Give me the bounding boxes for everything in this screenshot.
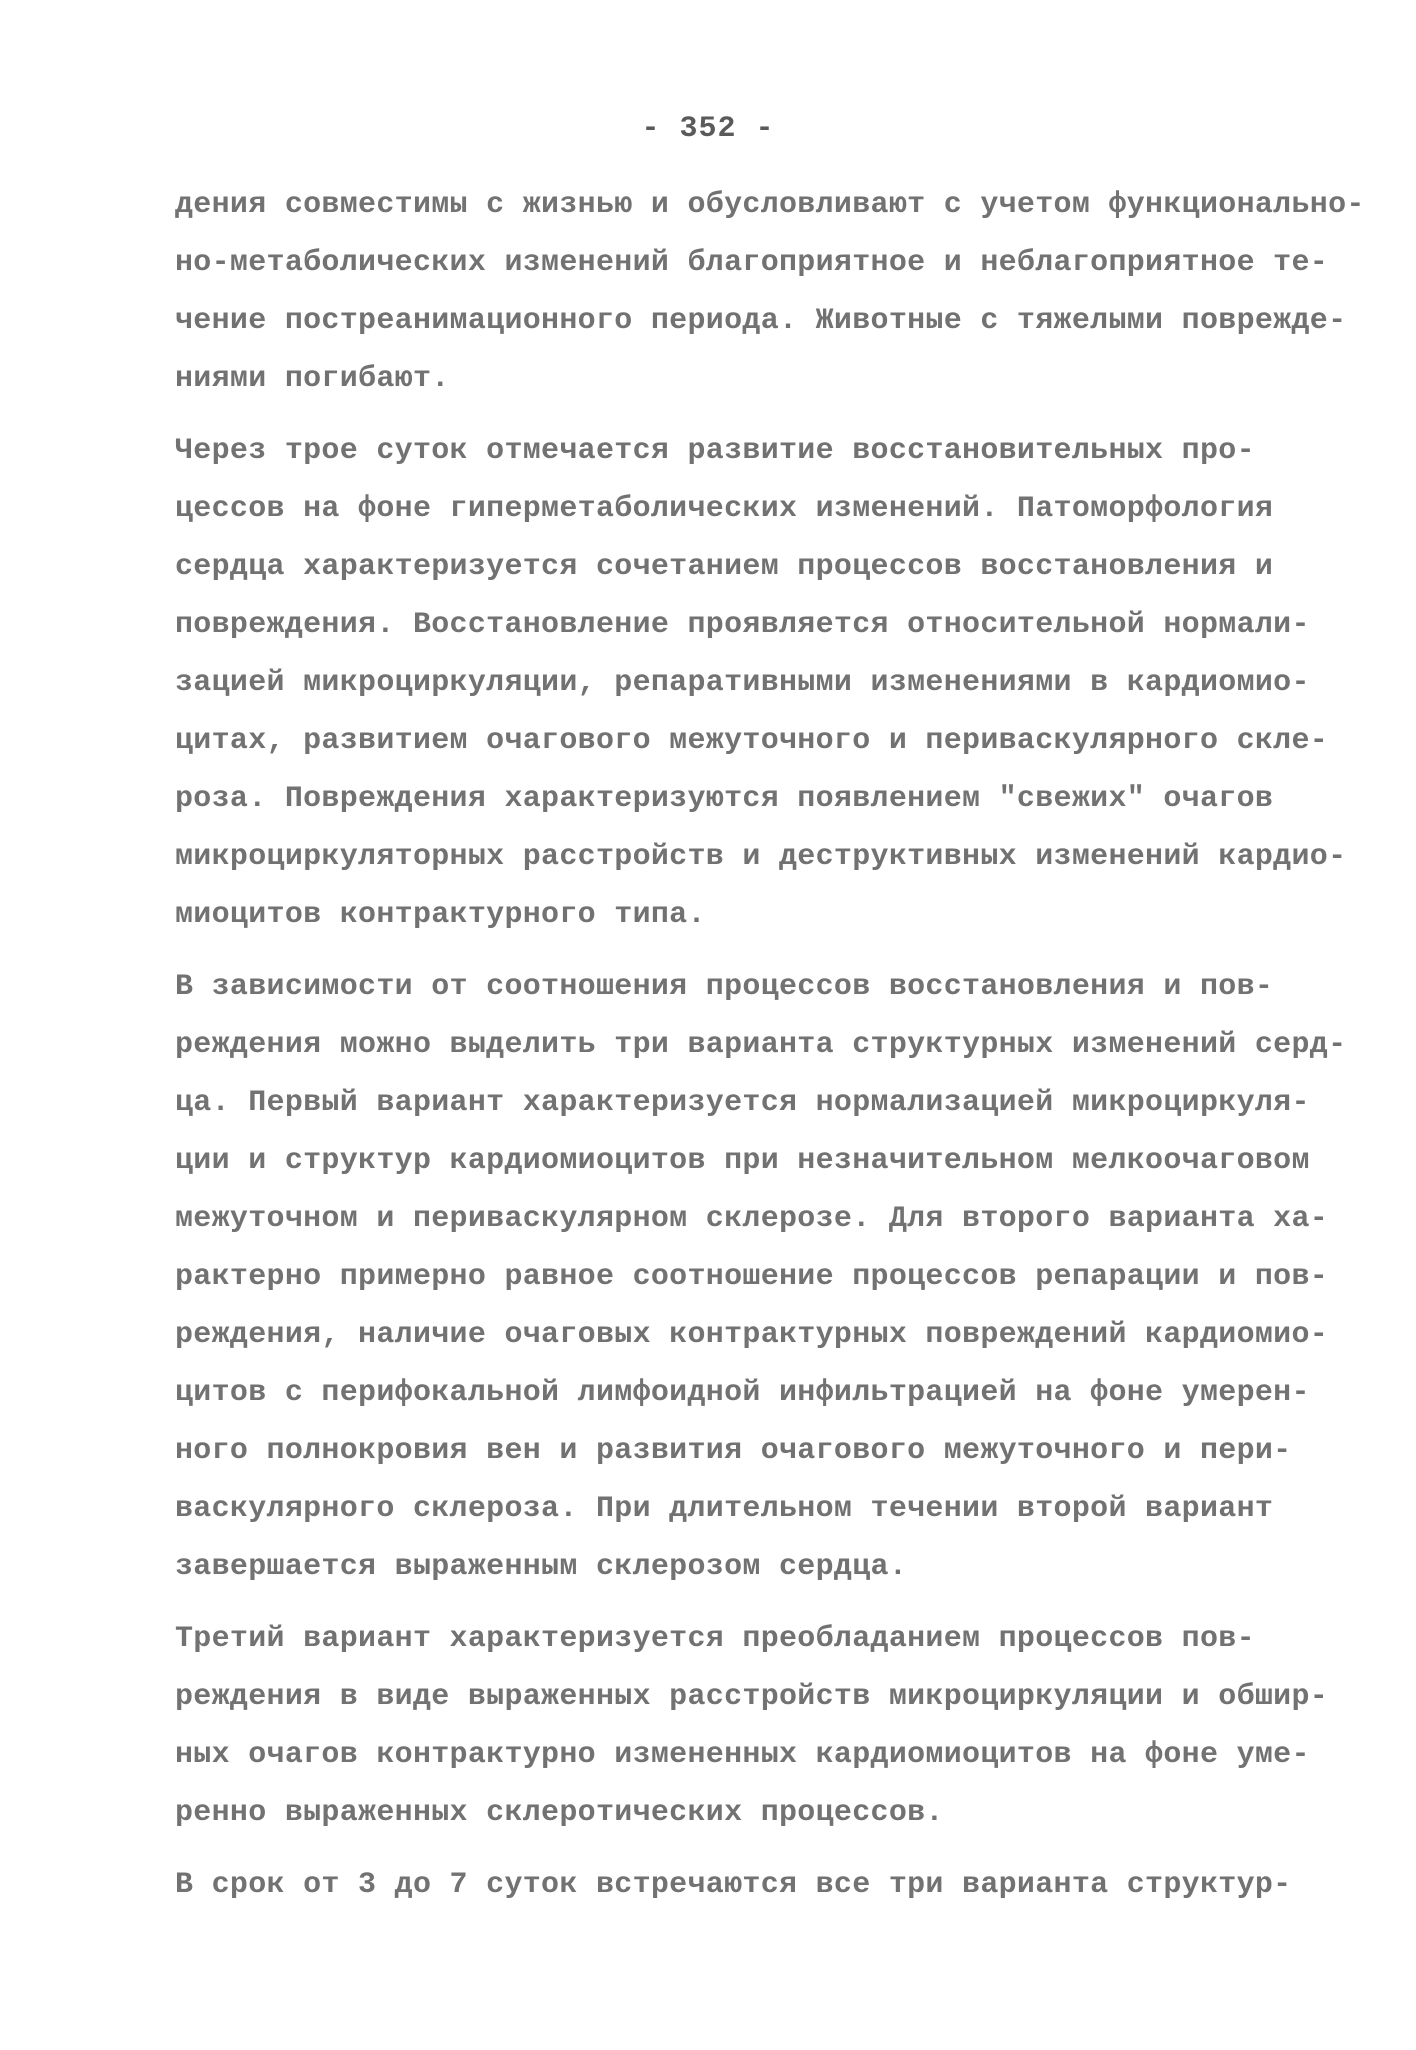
text-line: цитов с перифокальной лимфоидной инфильтрацией на фоне умерен- [175,1376,1310,1410]
paragraph-4 [175,1610,1329,1842]
text-line: но-метаболических изменений благоприятное и неблагоприятное те- [175,246,1329,280]
text-line: ниями погибают. [175,362,450,396]
text-line: дения совместимы с жизнью и обусловливают с учетом функционально- [175,188,1365,222]
text-line: ного полнокровия вен и развития очагового межуточного и пери- [175,1434,1292,1468]
text-line: Через трое суток отмечается развитие восстановительных про- [175,434,1255,468]
text-line: завершается выраженным склерозом сердца. [175,1550,908,1584]
text-line: реждения, наличие очаговых контрактурных повреждений кардиомио- [175,1318,1329,1352]
text-line: ных очагов контрактурно измененных кардиомиоцитов на фоне уме- [175,1738,1310,1772]
text-line: ца. Первый вариант характеризуется нормализацией микроциркуля- [175,1086,1310,1120]
text-line: микроциркуляторных расстройств и деструктивных изменений кардио- [175,840,1347,874]
text-line: реждения в виде выраженных расстройств микроциркуляции и обшир- [175,1680,1329,1714]
text-line: зацией микроциркуляции, репаративными изменениями в кардиомио- [175,666,1310,700]
body-text [175,176,1365,1914]
text-line: чение постреанимационного периода. Животные с тяжелыми поврежде- [175,304,1347,338]
text-line: цессов на фоне гиперметаболических изменений. Патоморфология [175,492,1274,526]
text-line: рактерно примерно равное соотношение процессов репарации и пов- [175,1260,1329,1294]
text-line: миоцитов контрактурного типа. [175,898,706,932]
text-line: В срок от 3 до 7 суток встречаются все три варианта структур- [175,1868,1292,1902]
text-line: роза. Повреждения характеризуются появлением "свежих" очагов [175,782,1274,816]
paragraph-1 [175,176,1365,408]
text-line: цитах, развитием очагового межуточного и периваскулярного скле- [175,724,1329,758]
text-line: ренно выраженных склеротических процессов. [175,1796,944,1830]
text-line: Третий вариант характеризуется преобладанием процессов пов- [175,1622,1255,1656]
paragraph-5 [175,1856,1305,1914]
page-number: - 352 - [641,112,775,146]
text-line: реждения можно выделить три варианта структурных изменений серд- [175,1028,1347,1062]
text-line: васкулярного склероза. При длительном течении второй вариант [175,1492,1274,1526]
paragraph-3 [175,958,1347,1596]
text-line: сердца характеризуется сочетанием процессов восстановления и [175,550,1274,584]
text-line: межуточном и периваскулярном склерозе. Для второго варианта ха- [175,1202,1329,1236]
text-line: ции и структур кардиомиоцитов при незначительном мелкоочаговом [175,1144,1310,1178]
text-line: В зависимости от соотношения процессов восстановления и пов- [175,970,1274,1004]
paragraph-2 [175,422,1347,944]
text-line: повреждения. Восстановление проявляется относительной нормали- [175,608,1310,642]
